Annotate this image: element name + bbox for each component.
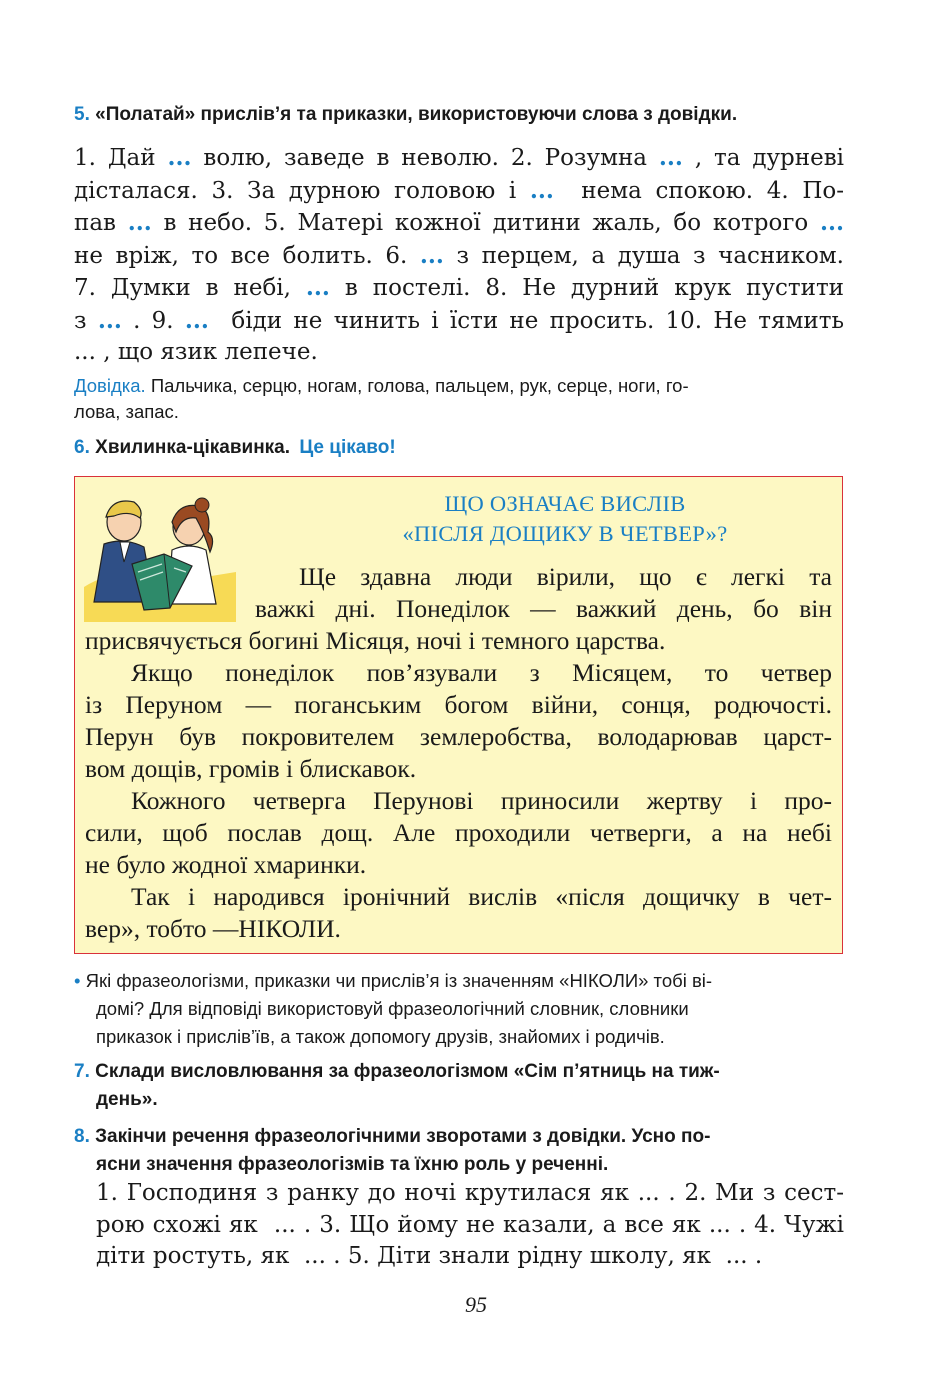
task-number: 6.	[74, 437, 90, 458]
task-title: «Полатай» прислів’я та приказки, використовуючи слова з довідки.	[95, 104, 738, 125]
children-reading-illustration	[84, 492, 236, 622]
proverb-text: , та дурневі	[682, 145, 844, 171]
proverb-text: . 9.	[121, 307, 185, 334]
task-title: Хвилинка-цікавинка.	[95, 437, 291, 458]
sentence-line: 1. Господиня з ранку до ночі крутилася як ... . 2. Ми з сест-	[96, 1180, 844, 1206]
question-text: домі? Для відповіді використовуй фразеологічний словник, словники	[96, 998, 689, 1019]
task-8-sentences	[96, 1178, 844, 1273]
proverb-line	[74, 175, 844, 208]
proverb-text: ... , що язик лепече.	[74, 339, 318, 365]
task-5-hint	[74, 373, 844, 425]
box-line: Так і народився іронічний вислів «після дощичку в чет-	[131, 882, 832, 911]
box-paragraph-1-top	[255, 561, 832, 625]
proverb-line	[74, 337, 844, 369]
blank-placeholder: ...	[127, 209, 152, 236]
box-line: із Перуном — поганським богом війни, сонця, родючості.	[85, 690, 832, 719]
blank-placeholder: ...	[305, 274, 330, 301]
sentence-line: діти ростуть, як ... . 5. Діти знали рідну школу, як ... .	[96, 1243, 763, 1269]
sentence-line: рою схожі як ... . 3. Що йому не казали, а все як ... . 4. Чужі	[96, 1211, 844, 1238]
proverb-text: 7. Думки в небі,	[74, 275, 306, 301]
box-line: присвячується богині Місяця, ночі і темного царства.	[85, 626, 666, 655]
blank-placeholder: ...	[184, 306, 209, 334]
box-line: Перун був покровителем землеробства, володарював царст-	[85, 722, 832, 751]
proverb-text: нема спокою. 4. По-	[553, 177, 844, 204]
task-6-heading	[74, 434, 864, 462]
box-line: не було жодної хмаринки.	[85, 850, 367, 879]
box-title-line-2: «ПІСЛЯ ДОЩИКУ В ЧЕТВЕР»?	[402, 521, 728, 546]
task-number: 7.	[74, 1061, 90, 1082]
proverb-text: не вріж, то все болить. 6.	[74, 242, 420, 269]
task-title: ясни значення фразеологізмів та їхню роль у реченні.	[96, 1154, 609, 1175]
box-line: сили, щоб послав дощ. Але проходили четверги, а на небі	[85, 818, 832, 847]
proverb-text: 1. Дай	[74, 145, 168, 171]
blank-placeholder: ...	[167, 144, 192, 171]
page-number: 95	[465, 1292, 487, 1317]
task-title: день».	[96, 1089, 158, 1110]
proverb-line	[74, 305, 844, 338]
task-title: Закінчи речення фразеологічними зворотами з довідки. Усно по-	[95, 1126, 711, 1147]
box-line: важкі дні. Понеділок — важкий день, бо він	[255, 594, 832, 623]
box-line: Кожного четверга Перунові приносили жертву і про-	[131, 786, 832, 815]
task-number: 8.	[74, 1126, 90, 1147]
proverb-line	[74, 207, 844, 240]
task-number: 5.	[74, 104, 90, 125]
task-title: Склади висловлювання за фразеологізмом «Сім п’ятниць на тиж-	[95, 1061, 720, 1082]
proverb-line	[74, 272, 844, 305]
box-line: Якщо понеділок пов’язували з Місяцем, то четвер	[131, 658, 832, 687]
box-title-line-1: ЩО ОЗНАЧАЄ ВИСЛІВ	[444, 491, 686, 516]
task-5-proverbs	[74, 142, 844, 369]
box-line: вер», тобто —НІКОЛИ.	[85, 914, 341, 943]
box-line: вом дощів, громів і блискавок.	[85, 754, 417, 783]
task-7-heading	[74, 1058, 864, 1114]
proverb-text: дісталася. 3. За дурною головою і	[74, 177, 530, 204]
hint-words-cont: лова, запас.	[74, 401, 179, 422]
bullet-marker: •	[74, 970, 81, 991]
proverb-text: в постелі. 8. Не дурний крук пустити	[329, 275, 844, 301]
blank-placeholder: ...	[529, 176, 554, 204]
proverb-text: волю, заведе в неволю. 2. Розумна	[191, 145, 659, 171]
hint-words: Пальчика, серцю, ногам, голова, пальцем, рук, серце, ноги, го-	[145, 375, 689, 396]
task-8-heading	[74, 1123, 864, 1179]
proverb-text: біди не чинить і їсти не просить. 10. Не тямить	[208, 307, 844, 334]
question-bullet	[74, 967, 854, 1051]
blank-placeholder: ...	[419, 241, 444, 269]
proverb-text: з	[74, 307, 98, 334]
blank-placeholder: ...	[97, 306, 122, 334]
task-5-heading	[74, 101, 864, 129]
question-text: Які фразеологізми, приказки чи прислів’я із значенням «НІКОЛИ» тобі ві-	[80, 970, 713, 991]
proverb-line	[74, 240, 844, 273]
box-body	[85, 625, 832, 945]
task-subtitle: Це цікаво!	[299, 437, 396, 458]
hint-label: Довідка.	[74, 375, 146, 396]
box-line: Ще здавна люди вірили, що є легкі та	[299, 562, 832, 591]
blank-placeholder: ...	[658, 144, 683, 171]
question-text: приказок і прислів’їв, а також допомогу друзів, знайомих і родичів.	[96, 1026, 665, 1047]
proverb-text: в небо. 5. Матері кожної дитини жаль, бо котрого	[151, 210, 820, 236]
proverb-text: пав	[74, 210, 128, 236]
proverb-line	[74, 142, 844, 175]
blank-placeholder: ...	[819, 209, 844, 236]
proverb-text: з перцем, а душа з часником.	[443, 242, 844, 269]
